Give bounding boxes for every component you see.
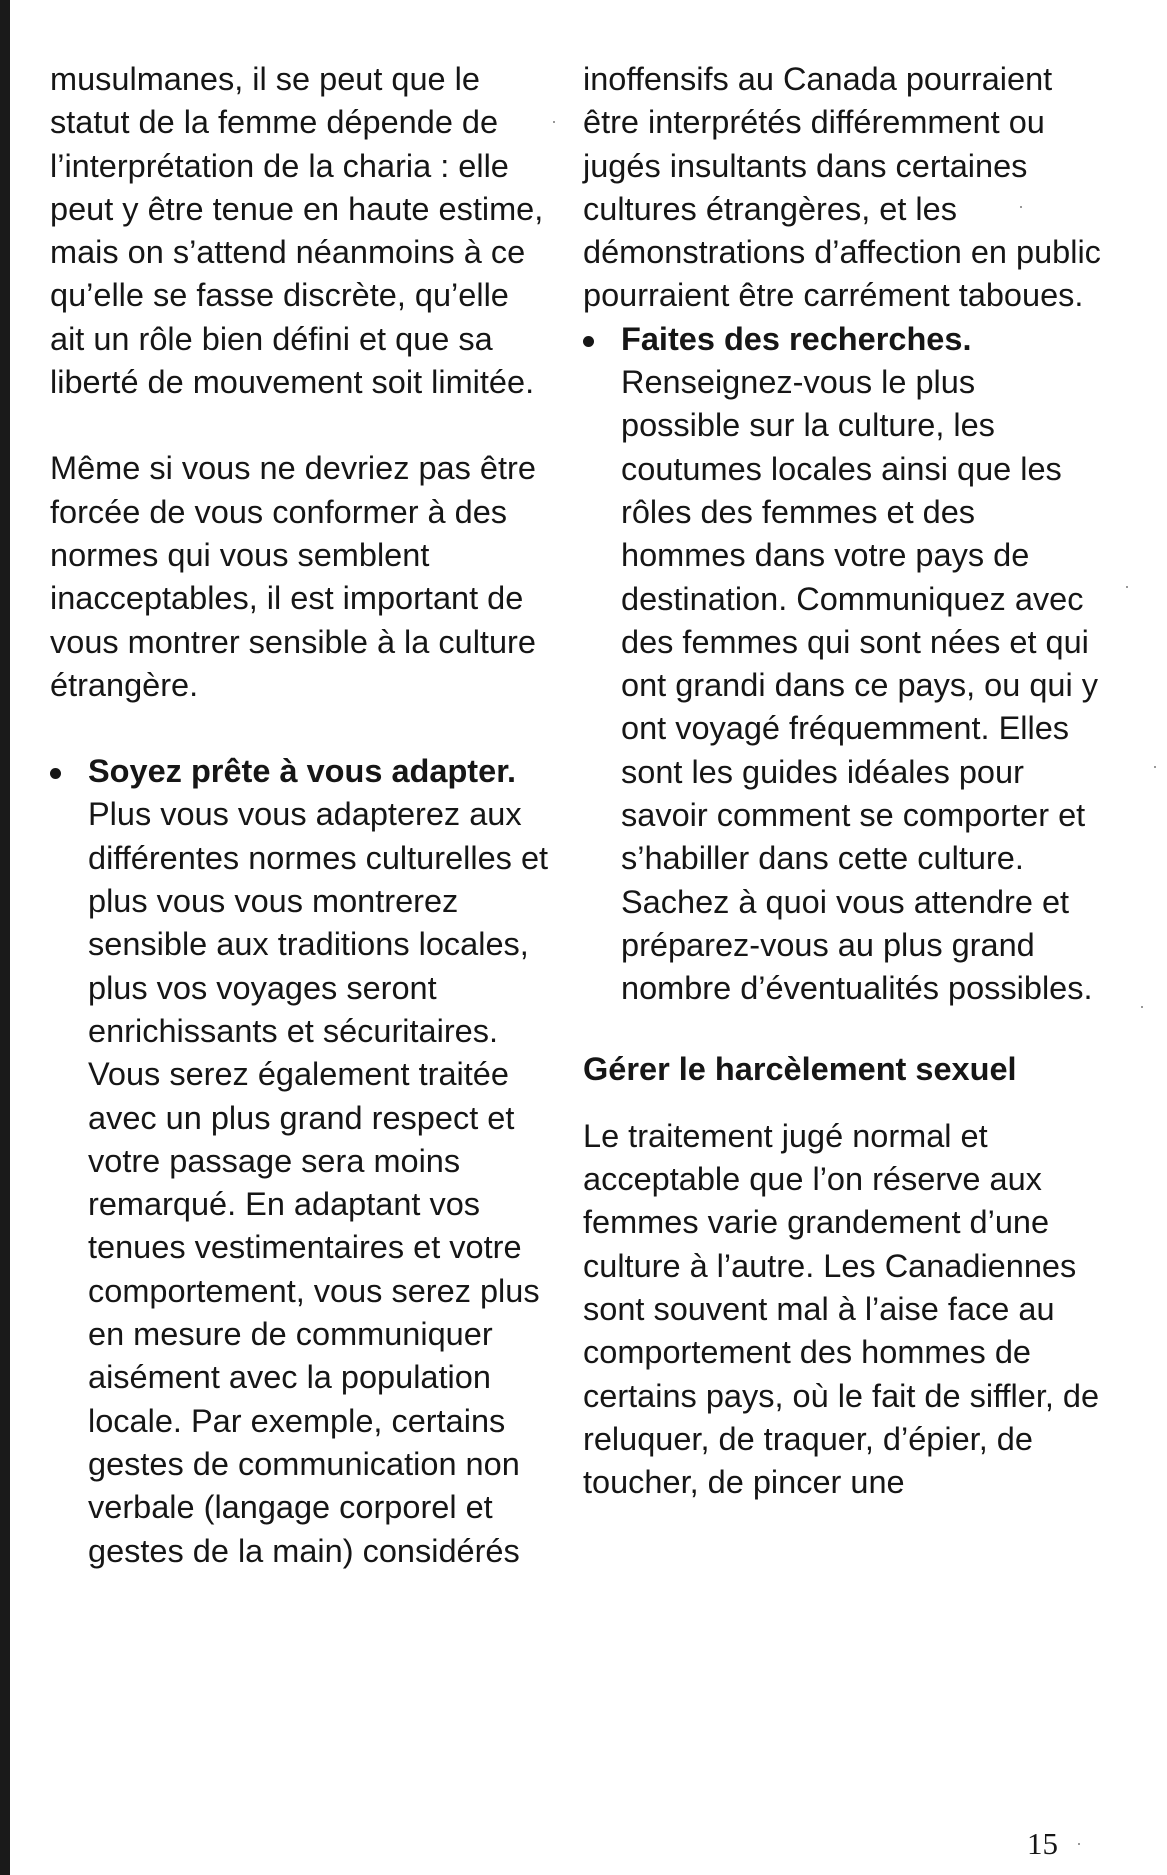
scan-speck xyxy=(1141,1006,1143,1008)
scan-speck xyxy=(1078,1843,1080,1845)
bullet-adapt-title: Soyez prête à vous adapter. xyxy=(88,753,517,790)
scan-speck xyxy=(1126,586,1128,588)
bullet-icon xyxy=(50,768,61,779)
bullet-adapt xyxy=(50,750,550,1573)
left-column xyxy=(50,58,550,1573)
paragraph-charia: musulmanes, il se peut que le statut de la femme dépende de l’interprétation de la charia : elle peut y être tenue en haute estime, mais on s’attend néanmoins à ce qu’elle se fasse discrète, qu’elle ait un rôle bien défini et que sa liberté de mouvement soit limitée. xyxy=(50,61,544,401)
section-heading: Gérer le harcèlement sexuel xyxy=(583,1050,1017,1087)
paragraph-harassment: Le traitement jugé normal et acceptable que l’on réserve aux femmes varie grandement d’une culture à l’autre. Les Canadiennes sont souvent mal à l’aise face au comportement des hommes de certains pays, où le fait de siffler, de reluquer, de traquer, d’épier, de toucher, de pincer une xyxy=(583,1117,1100,1501)
bullet-research xyxy=(583,318,1103,1011)
scan-speck xyxy=(1154,766,1156,768)
scan-speck xyxy=(1020,206,1022,208)
bullet-research-title: Faites des recherches. xyxy=(621,320,972,357)
page-number: 15 xyxy=(1027,1826,1058,1861)
right-column xyxy=(583,58,1103,1505)
scan-speck xyxy=(553,121,555,123)
paragraph-sensitivity: Même si vous ne devriez pas être forcée de vous conformer à des normes qui vous semblent inacceptables, il est important de vous montrer sensible à la culture étrangère. xyxy=(50,450,536,703)
paragraph-continuation: inoffensifs au Canada pourraient être interprétés différemment ou jugés insultants dans certaines cultures étrangères, et les démonstrations d’affection en public pourraient être carrément taboues. xyxy=(583,61,1101,314)
scan-left-border xyxy=(0,0,10,1875)
bullet-adapt-text: Plus vous vous adapterez aux différentes normes culturelles et plus vous vous montrerez sensible aux traditions locales, plus vos voyages seront enrichissants et sécuritaires. Vous serez également traitée avec un plus grand respect et votre passage sera moins remarqué. En adaptant vos tenues vestimentaires et votre comportement, vous serez plus en mesure de communiquer aisément avec la population locale. Par exemple, certains gestes de communication non verbale (langage corporel et gestes de la main) considérés xyxy=(88,796,549,1569)
bullet-research-text: Renseignez-vous le plus possible sur la culture, les coutumes locales ainsi que les rôles des femmes et des hommes dans votre pays de destination. Communiquez avec des femmes qui sont nées et qui ont grandi dans ce pays, ou qui y ont voyagé fréquemment. Elles sont les guides idéales pour savoir comment se comporter et s’habiller dans cette culture. Sachez à quoi vous attendre et préparez-vous au plus grand nombre d’éventualités possibles. xyxy=(621,364,1098,1007)
bullet-icon xyxy=(583,336,594,347)
